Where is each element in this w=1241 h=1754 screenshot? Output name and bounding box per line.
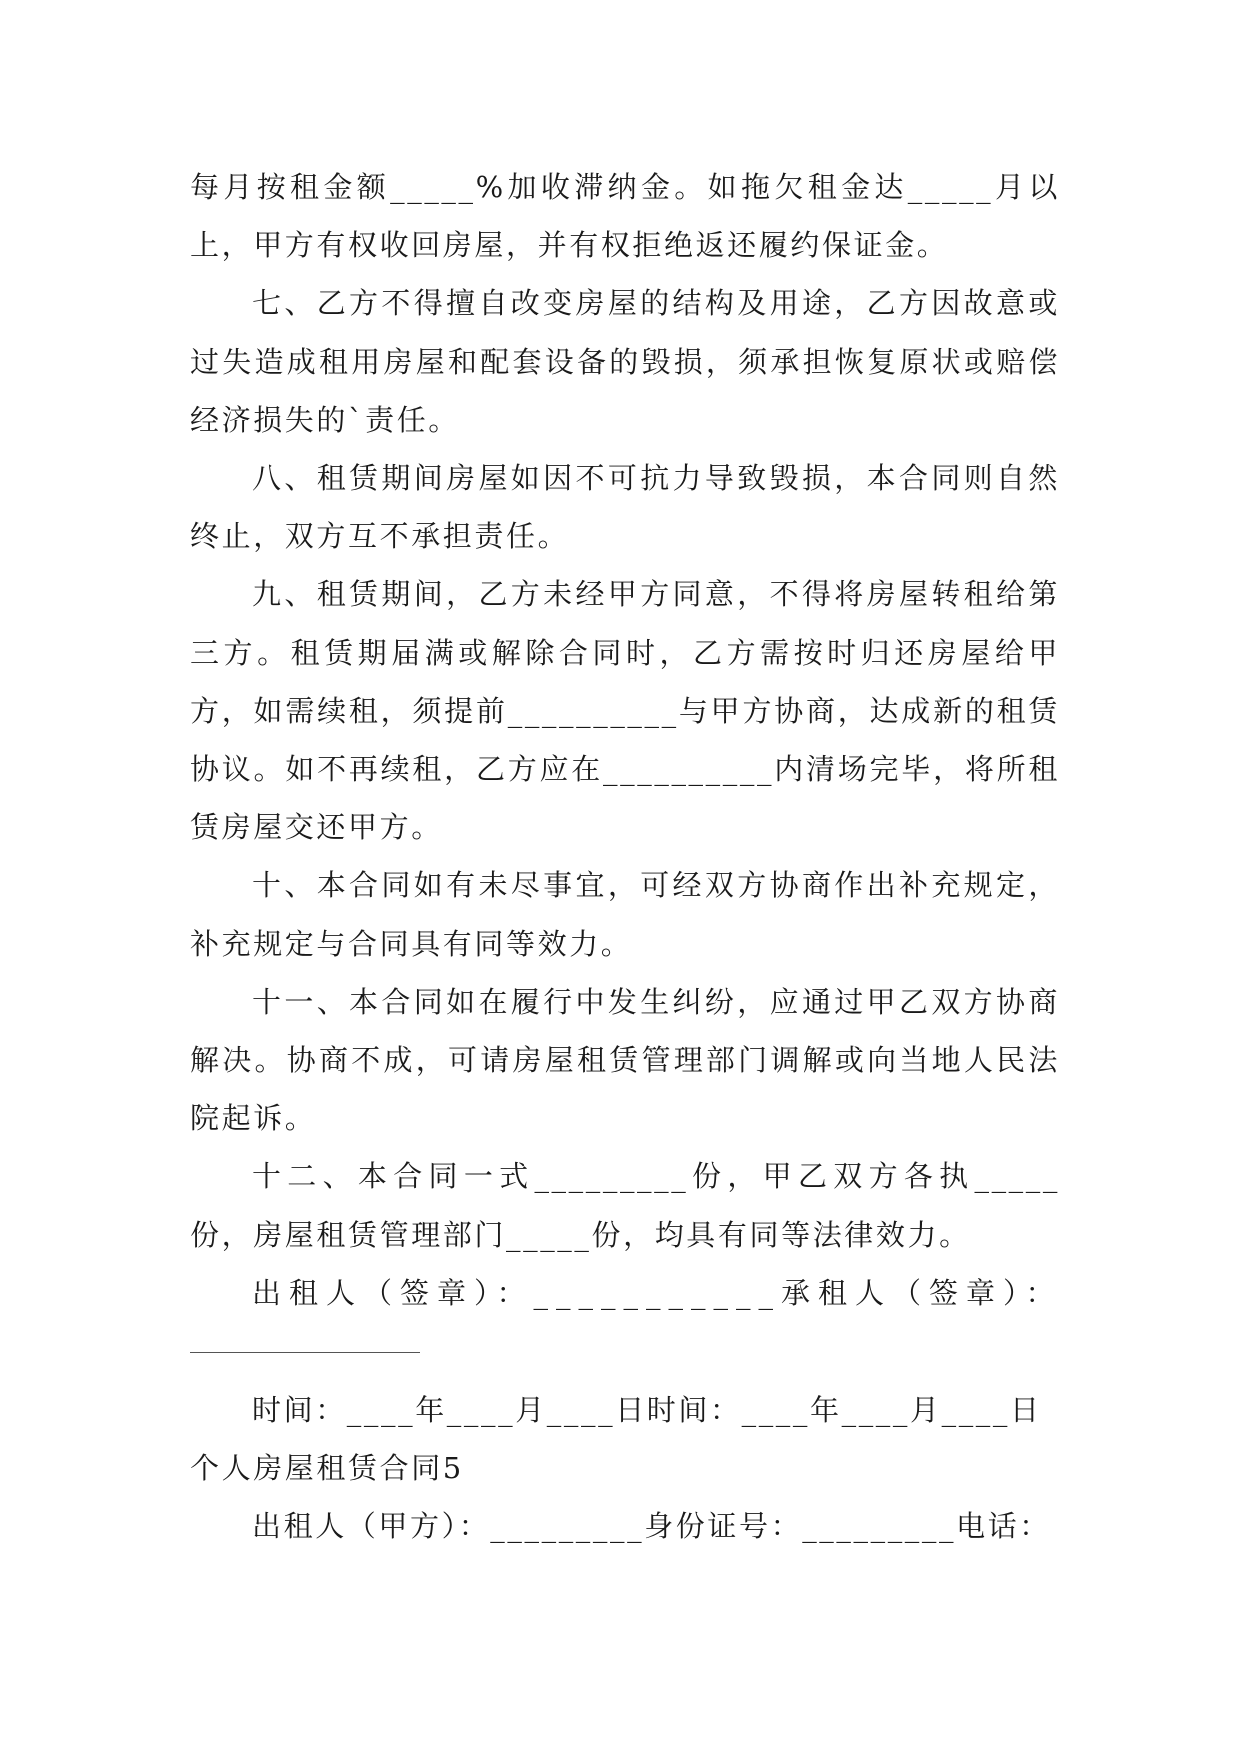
paragraph-clause-12: 十二、本合同一式_________份，甲乙双方各执_____份，房屋租赁管理部门_____份，均具有同等法律效力。 [190, 1159, 1060, 1252]
signature-line: 出租人（签章）：___________承租人（签章）： [252, 1275, 1063, 1310]
paragraph-clause-9: 九、租赁期间，乙方未经甲方同意，不得将房屋转租给第三方。租赁期届满或解除合同时，乙方需按时归还房屋给甲方，如需续租，须提前__________与甲方协商，达成新的租赁协议。如不再续租，乙方应在__________内清场完毕，将所租赁房屋交还甲方。 [190, 577, 1060, 845]
paragraph-clause-7: 七、乙方不得擅自改变房屋的结构及用途，乙方因故意或过失造成租用房屋和配套设备的毁损，须承担恢复原状或赔偿经济损失的`责任。 [190, 286, 1060, 437]
date-line: 时间：____年____月____日时间：____年____月____日 [252, 1393, 1042, 1428]
paragraph-clause-11: 十一、本合同如在履行中发生纠纷，应通过甲乙双方协商解决。协商不成，可请房屋租赁管理部门调解或向当地人民法院起诉。 [190, 984, 1060, 1136]
paragraph-late-fee: 每月按租金额_____%加收滞纳金。如拖欠租金达_____月以上，甲方有权收回房屋，并有权拒绝返还履约保证金。 [190, 170, 1060, 263]
paragraph-clause-10: 十、本合同如有未尽事宜，可经双方协商作出补充规定，补充规定与合同具有同等效力。 [190, 868, 1060, 961]
document-body [190, 158, 1063, 1556]
paragraph-clause-8: 八、租赁期间房屋如因不可抗力导致毁损，本合同则自然终止，双方互不承担责任。 [190, 461, 1060, 554]
signature-underline [190, 1352, 420, 1353]
section-heading: 个人房屋租赁合同5 [190, 1451, 464, 1486]
party-line: 出租人（甲方）：_________身份证号：_________电话： [252, 1509, 1051, 1544]
